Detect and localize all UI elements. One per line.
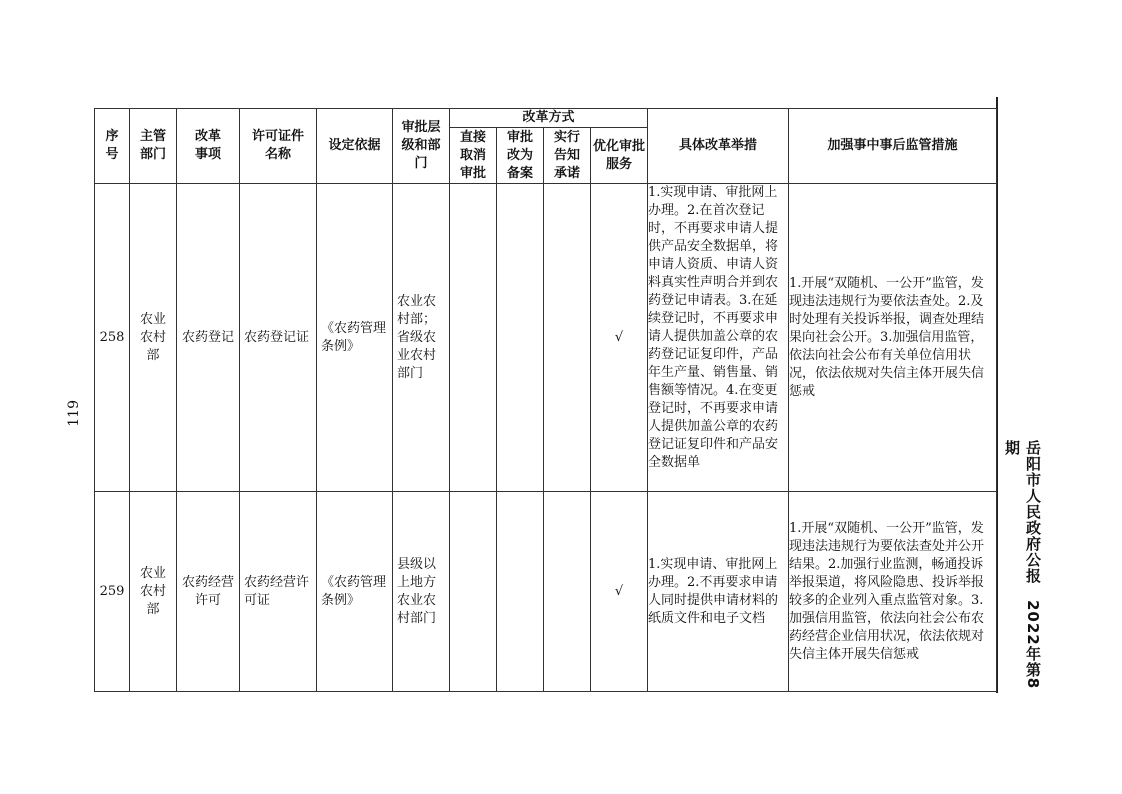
cell-cancel — [450, 184, 497, 492]
header-measures: 具体改革举措 — [648, 109, 789, 184]
header-basis: 设定依据 — [317, 109, 393, 184]
header-supervision: 加强事中事后监管措施 — [789, 109, 997, 184]
cell-supervision: 1.开展“双随机、一公开”监管，发现违法违规行为要依法查处。2.及时处理有关投诉举报，调查处理结果向社会公开。3.加强信用监管，依法向社会公布有关单位信用状况，依法依规对失信主体开展失信惩戒 — [789, 184, 997, 492]
cell-notify — [544, 492, 591, 692]
cell-basis: 《农药管理条例》 — [317, 492, 393, 692]
cell-notify — [544, 184, 591, 492]
cell-cancel — [450, 492, 497, 692]
cell-dept: 农业农村部 — [130, 492, 177, 692]
table-row — [95, 492, 997, 692]
page-number: 119 — [66, 400, 82, 427]
reform-table — [94, 108, 997, 692]
cell-optimize: √ — [591, 184, 648, 492]
header-optimize: 优化审批服务 — [591, 128, 648, 184]
cell-dept: 农业农村部 — [130, 184, 177, 492]
header-license: 许可证件名称 — [240, 109, 317, 184]
cell-measures: 1.实现申请、审批网上办理。2.不再要求申请人同时提供申请材料的纸质文件和电子文档 — [648, 492, 789, 692]
header-level: 审批层级和部门 — [393, 109, 450, 184]
cell-level: 农业农村部；省级农业农村部门 — [393, 184, 450, 492]
cell-supervision: 1.开展“双随机、一公开”监管，发现违法违规行为要依法查处并公开结果。2.加强行业监测，畅通投诉举报渠道，将风险隐患、投诉举报较多的企业列入重点监管对象。3.加强信用监管，依法向社会公布农药经营企业信用状况，依法依规对失信主体开展失信惩戒 — [789, 492, 997, 692]
header-dept: 主管部门 — [130, 109, 177, 184]
cell-optimize: √ — [591, 492, 648, 692]
cell-basis: 《农药管理条例》 — [317, 184, 393, 492]
cell-measures: 1.实现申请、审批网上办理。2.在首次登记时，不再要求申请人提供产品安全数据单，将申请人资质、申请人资料真实性声明合并到农药登记申请表。3.在延续登记时，不再要求申请人提供加盖公章的农药登记证复印件，产品年生产量、销售量、销售额等情况。4.在变更登记时，不再要求申请人提供加盖公章的农药登记证复印件和产品安全数据单 — [648, 184, 789, 492]
cell-license: 农药经营许可证 — [240, 492, 317, 692]
cell-seq: 258 — [95, 184, 130, 492]
header-notify: 实行告知承诺 — [544, 128, 591, 184]
header-item: 改革事项 — [177, 109, 240, 184]
cell-filing — [497, 492, 544, 692]
header-cancel: 直接取消审批 — [450, 128, 497, 184]
cell-license: 农药登记证 — [240, 184, 317, 492]
cell-level: 县级以上地方农业农村部门 — [393, 492, 450, 692]
cell-seq: 259 — [95, 492, 130, 692]
header-filing: 审批改为备案 — [497, 128, 544, 184]
header-reform-mode: 改革方式 — [450, 109, 648, 128]
cell-item: 农药经营许可 — [177, 492, 240, 692]
cell-filing — [497, 184, 544, 492]
table-row — [95, 184, 997, 492]
publication-title: 岳阳市人民政府公报 2022年第8期 — [1003, 440, 1042, 690]
header-seq: 序号 — [95, 109, 130, 184]
cell-item: 农药登记 — [177, 184, 240, 492]
